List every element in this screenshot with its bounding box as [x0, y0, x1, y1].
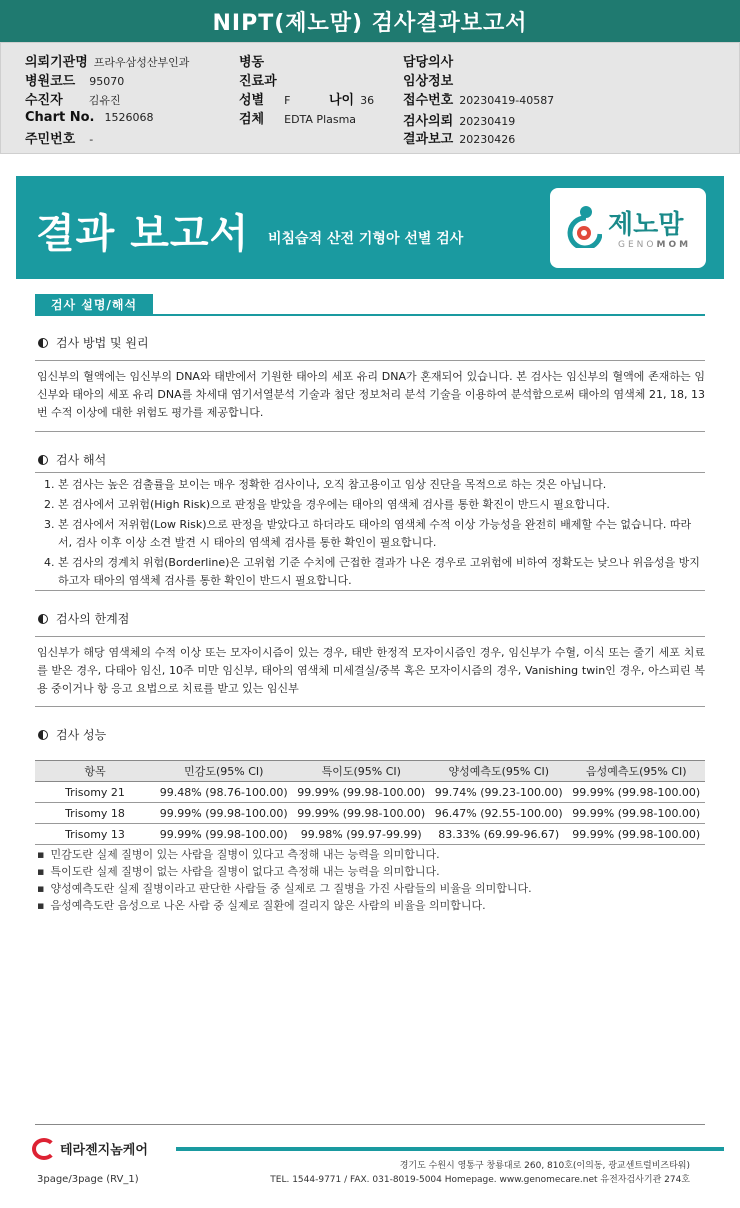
divider	[35, 590, 705, 591]
company-address: 경기도 수원시 영통구 창룡대로 260, 810호(이의동, 광교센트럴비즈타워) TEL. 1544-9771 / FAX. 031-8019-5004 Homepage. www.genomecare.net 유전자검사기관 274호	[270, 1161, 690, 1185]
list-item: 2. 본 검사에서 고위험(High Risk)으로 판정을 받았을 경우에는 태아의 염색체 검사를 통한 확진이 반드시 필요합니다.	[44, 498, 610, 511]
info-chart-no: Chart No. 1526068	[25, 110, 154, 125]
section-tab-description: 검사 설명/해석	[35, 294, 153, 314]
company-logo-icon	[32, 1138, 56, 1160]
info-clinical: 임상정보	[403, 74, 454, 89]
genomom-logo	[550, 188, 706, 268]
logo-subtext: GENOMOM	[618, 240, 692, 250]
table-header-row: 항목 민감도(95% CI) 특이도(95% CI) 양성예측도(95% CI) 음성예측도(95% CI)	[35, 761, 705, 782]
info-request-date: 검사의뢰 20230419	[403, 114, 516, 129]
half-circle-icon	[38, 455, 48, 465]
note-item: ▪ 민감도란 실제 질병이 있는 사람을 질병이 있다고 측정해 내는 능력을 의미합니다.	[37, 846, 532, 863]
company-logo: 테라젠지놈케어	[32, 1138, 148, 1160]
info-ward: 병동	[239, 55, 265, 70]
half-circle-icon	[38, 614, 48, 624]
info-resident-no: 주민번호 -	[25, 132, 94, 147]
divider	[35, 706, 705, 707]
mother-baby-icon	[566, 204, 602, 248]
section-divider	[35, 314, 705, 316]
info-age: 나이 36	[329, 93, 375, 108]
list-item: 1. 본 검사는 높은 검출률을 보이는 매우 정확한 검사이나, 오직 참고용이고 임상 진단을 목적으로 하는 것은 아닙니다.	[44, 478, 607, 491]
performance-notes	[37, 846, 532, 914]
performance-heading: 검사 성능	[38, 726, 106, 743]
divider	[35, 472, 705, 473]
info-sex: 성별 F	[239, 93, 291, 108]
list-item: 3. 본 검사에서 저위험(Low Risk)으로 판정을 받았다고 하더라도 태아의 염색체 수적 이상 가능성을 완전히 배제할 수는 없습니다. 따라서, 검사 이후 이상 소견 발견 시 태아의 염색체 검사를 통한 확인이 필요합니다.	[44, 518, 692, 549]
info-hospital: 의뢰기관명 프라우삼성산부인과	[25, 55, 190, 70]
limits-text: 임신부가 해당 염색체의 수적 이상 또는 모자이시즘이 있는 경우, 태반 한정적 모자이시즘인 경우, 임신부가 수혈, 이식 또는 줄기 세포 치료를 받은 경우, 다태아 임신, 10주 미만 임신부, 태아의 염색체 미세결실/중복 혹은 모자이시즘의 경우, Vanishing twin인 경우, 아스피린 복용 중이거나 항 응고 요법으로 치료를 받고 있는 임신부	[37, 646, 705, 695]
performance-table	[35, 760, 705, 845]
info-specimen: 검체 EDTA Plasma	[239, 112, 357, 127]
note-item: ▪ 양성예측도란 실제 질병이라고 판단한 사람들 중 실제로 그 질병을 가진 사람들의 비율을 의미합니다.	[37, 880, 532, 897]
half-circle-icon	[38, 730, 48, 740]
interpretation-list	[44, 476, 704, 592]
table-row: Trisomy 21 99.48% (98.76-100.00) 99.99% (99.98-100.00) 99.74% (99.23-100.00) 99.99% (99.98-100.00)	[35, 782, 705, 803]
page-number: 3page/3page (RV_1)	[37, 1174, 139, 1185]
method-text: 임신부의 혈액에는 임신부의 DNA와 태반에서 기원한 태아의 세포 유리 DNA가 혼재되어 있습니다. 본 검사는 임신부의 혈액에 존재하는 임신부와 태아의 세포 유리 DNA를 차세대 염기서열분석 기술과 첨단 정보처리 분석 기술을 이용하여 분석함으로써 태아의 염색체 21, 18, 13번 수적 이상에 대한 위험도 평가를 제공합니다.	[37, 370, 705, 419]
logo-text: 제노맘	[608, 210, 684, 240]
report-title: NIPT(제노맘) 검사결과보고서	[0, 0, 740, 42]
footer-divider	[35, 1124, 705, 1125]
method-heading: 검사 방법 및 원리	[38, 334, 149, 351]
note-item: ▪ 특이도란 실제 질병이 없는 사람을 질병이 없다고 측정해 내는 능력을 의미합니다.	[37, 863, 532, 880]
banner-title: 결과 보고서	[36, 211, 250, 257]
limits-heading: 검사의 한계점	[38, 610, 129, 627]
info-report-date: 결과보고 20230426	[403, 132, 516, 147]
banner-subtitle: 비침습적 산전 기형아 선별 검사	[268, 231, 464, 247]
list-item: 4. 본 검사의 경계치 위험(Borderline)은 고위험 기준 수치에 근접한 결과가 나온 경우로 고위험에 비하여 정확도는 낮으나 위음성을 방지하고자 태아의 염색체 검사를 통한 확인이 반드시 필요합니다.	[44, 556, 700, 587]
divider	[35, 360, 705, 361]
table-row: Trisomy 18 99.99% (99.98-100.00) 99.99% (99.98-100.00) 96.47% (92.55-100.00) 99.99% (99.98-100.00)	[35, 803, 705, 824]
note-item: ▪ 음성예측도란 음성으로 나온 사람 중 실제로 질환에 걸리지 않은 사람의 비율을 의미합니다.	[37, 897, 532, 914]
info-department: 진료과	[239, 74, 277, 89]
info-hospital-code: 병원코드 95070	[25, 74, 125, 89]
divider	[35, 636, 705, 637]
info-patient-name: 수진자 김유진	[25, 93, 121, 108]
patient-info-box	[0, 42, 740, 154]
info-accession-no: 접수번호 20230419-40587	[403, 93, 555, 108]
interpretation-heading: 검사 해석	[38, 451, 106, 468]
report-banner	[16, 176, 724, 279]
divider	[35, 431, 705, 432]
table-row: Trisomy 13 99.99% (99.98-100.00) 99.98% (99.97-99.99) 83.33% (69.99-96.67) 99.99% (99.98-100.00)	[35, 824, 705, 845]
half-circle-icon	[38, 338, 48, 348]
footer-accent-band	[176, 1147, 724, 1151]
info-physician: 담당의사	[403, 55, 454, 70]
